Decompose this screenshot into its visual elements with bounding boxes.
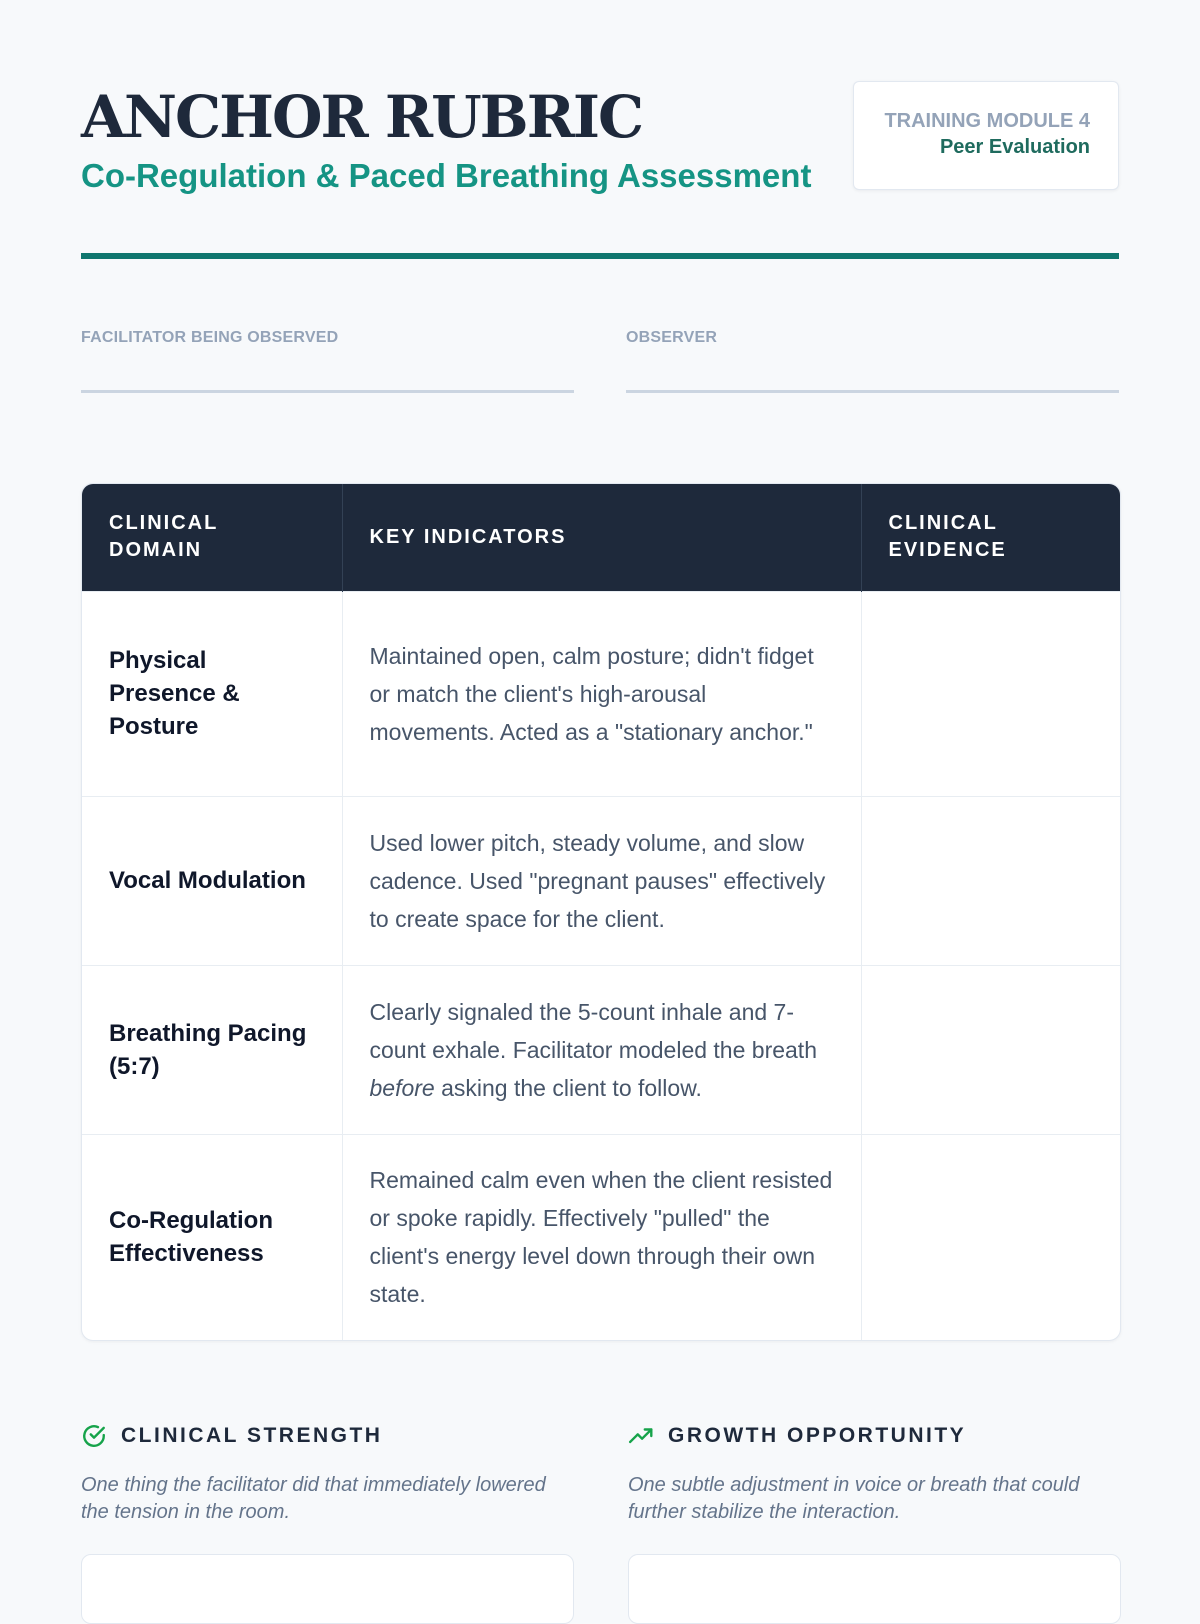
growth-opportunity-header — [628, 1422, 1121, 1450]
observation-fields — [81, 262, 1119, 482]
facilitator-input-line[interactable] — [81, 390, 574, 393]
page-title: ANCHOR RUBRIC — [81, 83, 643, 151]
evidence-cell[interactable] — [861, 1134, 1121, 1340]
indicator-text-before: Clearly signaled the 5-count inhale and 7-count exhale. Facilitator modeled the breath — [369, 998, 817, 1063]
module-badge — [853, 81, 1119, 190]
table-header-row — [82, 484, 1121, 591]
domain-cell: Breathing Pacing (5:7) — [82, 965, 342, 1134]
page-header — [81, 0, 1119, 262]
module-subtitle: Peer Evaluation — [939, 136, 1090, 158]
page-subtitle: Co-Regulation & Paced Breathing Assessment — [81, 157, 812, 194]
evidence-cell[interactable] — [861, 591, 1121, 796]
indicator-cell: Used lower pitch, steady volume, and slow cadence. Used "pregnant pauses" effectively to create space for the client. — [342, 796, 861, 965]
check-circle-icon — [81, 1423, 107, 1449]
column-header-domain: CLINICAL DOMAIN — [82, 484, 342, 591]
rubric-table — [81, 483, 1121, 1341]
table-row — [82, 796, 1121, 965]
clinical-strength-notes[interactable] — [81, 1554, 574, 1624]
observer-field — [626, 328, 1119, 393]
clinical-strength-title: CLINICAL STRENGTH — [121, 1424, 383, 1447]
column-header-evidence: CLINICAL EVIDENCE — [861, 484, 1121, 591]
facilitator-field — [81, 328, 574, 393]
growth-opportunity-notes[interactable] — [628, 1554, 1121, 1624]
table-row — [82, 591, 1121, 796]
table-row — [82, 965, 1121, 1134]
growth-opportunity-title: GROWTH OPPORTUNITY — [668, 1424, 967, 1447]
growth-opportunity-description: One subtle adjustment in voice or breath that could further stabilize the interaction. — [628, 1474, 1080, 1523]
table-row — [82, 1134, 1121, 1340]
trending-up-icon — [628, 1423, 654, 1449]
indicator-text-after: asking the client to follow. — [434, 1074, 702, 1101]
clinical-strength-description: One thing the facilitator did that immediately lowered the tension in the room. — [81, 1474, 546, 1523]
indicator-cell — [342, 965, 861, 1134]
observer-input-line[interactable] — [626, 390, 1119, 393]
evidence-cell[interactable] — [861, 965, 1121, 1134]
indicator-cell: Remained calm even when the client resisted or spoke rapidly. Effectively "pulled" the client's energy level down through their own state. — [342, 1134, 861, 1340]
domain-cell: Co-Regulation Effectiveness — [82, 1134, 342, 1340]
domain-cell: Physical Presence & Posture — [82, 591, 342, 796]
indicator-cell: Maintained open, calm posture; didn't fidget or match the client's high-arousal movements. Acted as a "stationary anchor." — [342, 591, 861, 796]
header-divider — [81, 253, 1119, 259]
observer-label: OBSERVER — [626, 329, 718, 346]
clinical-strength-section — [81, 1422, 574, 1624]
column-header-indicators: KEY INDICATORS — [342, 484, 861, 591]
indicator-emphasis: before — [369, 1074, 435, 1101]
evidence-cell[interactable] — [861, 796, 1121, 965]
domain-cell: Vocal Modulation — [82, 796, 342, 965]
facilitator-label: FACILITATOR BEING OBSERVED — [81, 329, 339, 346]
module-label: TRAINING MODULE 4 — [884, 110, 1090, 132]
clinical-strength-header — [81, 1422, 574, 1450]
growth-opportunity-section — [628, 1422, 1121, 1624]
